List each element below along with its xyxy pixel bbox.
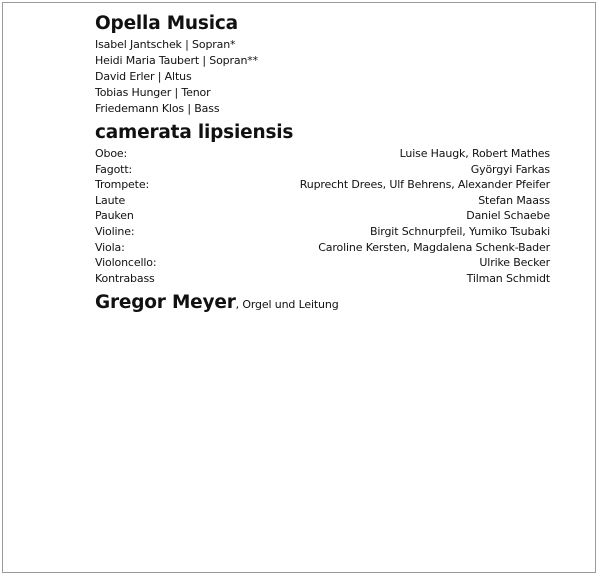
player-names: Luise Haugk, Robert Mathes	[399, 147, 550, 160]
player-names: Caroline Kersten, Magdalena Schenk-Bader	[318, 240, 550, 254]
instrument-label: Kontrabass	[95, 271, 155, 285]
instrument-label: Viola:	[95, 240, 125, 254]
player-names: Birgit Schnurpfeil, Yumiko Tsubaki	[369, 224, 550, 238]
singer-line: Tobias Hunger | Tenor	[95, 86, 211, 99]
singer-line: Friedemann Klos | Bass	[95, 102, 220, 115]
player-names: Györgyi Farkas	[470, 162, 550, 176]
roster-row	[95, 224, 550, 240]
roster-row	[95, 255, 550, 271]
instrument-label: Fagott:	[95, 162, 133, 176]
roster-row	[95, 177, 550, 193]
section-title: Opella Musica	[95, 13, 238, 34]
roster-row	[95, 240, 550, 256]
roster-row	[95, 193, 550, 209]
instrument-label: Laute	[95, 193, 126, 207]
section-camerata-lipsiensis	[95, 122, 550, 286]
singer-list	[95, 37, 550, 117]
instrument-label: Violoncello:	[95, 256, 157, 270]
singer-line: Isabel Jantschek | Sopran*	[95, 38, 236, 51]
section-opella-musica	[95, 13, 550, 117]
player-names: Daniel Schaebe	[466, 209, 550, 223]
conductor-name: Gregor Meyer	[95, 292, 236, 314]
page-content	[95, 13, 550, 314]
instrument-label: Oboe:	[95, 147, 128, 160]
singer-line: Heidi Maria Taubert | Sopran**	[95, 54, 259, 67]
player-names: Stefan Maass	[478, 193, 550, 207]
instrument-label: Trompete:	[95, 178, 150, 192]
document-page	[2, 2, 596, 573]
roster-row	[95, 208, 550, 224]
player-names: Tilman Schmidt	[466, 271, 550, 285]
player-names: Ulrike Becker	[479, 256, 550, 270]
singer-line: David Erler | Altus	[95, 70, 192, 83]
conductor-role: , Orgel und Leitung	[235, 298, 339, 312]
instrument-roster	[95, 146, 550, 286]
section-title: camerata lipsiensis	[95, 122, 294, 143]
player-names: Ruprecht Drees, Ulf Behrens, Alexander Pfeifer	[299, 178, 550, 192]
roster-row	[95, 162, 550, 178]
instrument-label: Pauken	[95, 209, 134, 223]
roster-row	[95, 146, 550, 162]
instrument-label: Violine:	[95, 224, 135, 238]
roster-row	[95, 271, 550, 287]
section-conductor	[95, 292, 550, 314]
